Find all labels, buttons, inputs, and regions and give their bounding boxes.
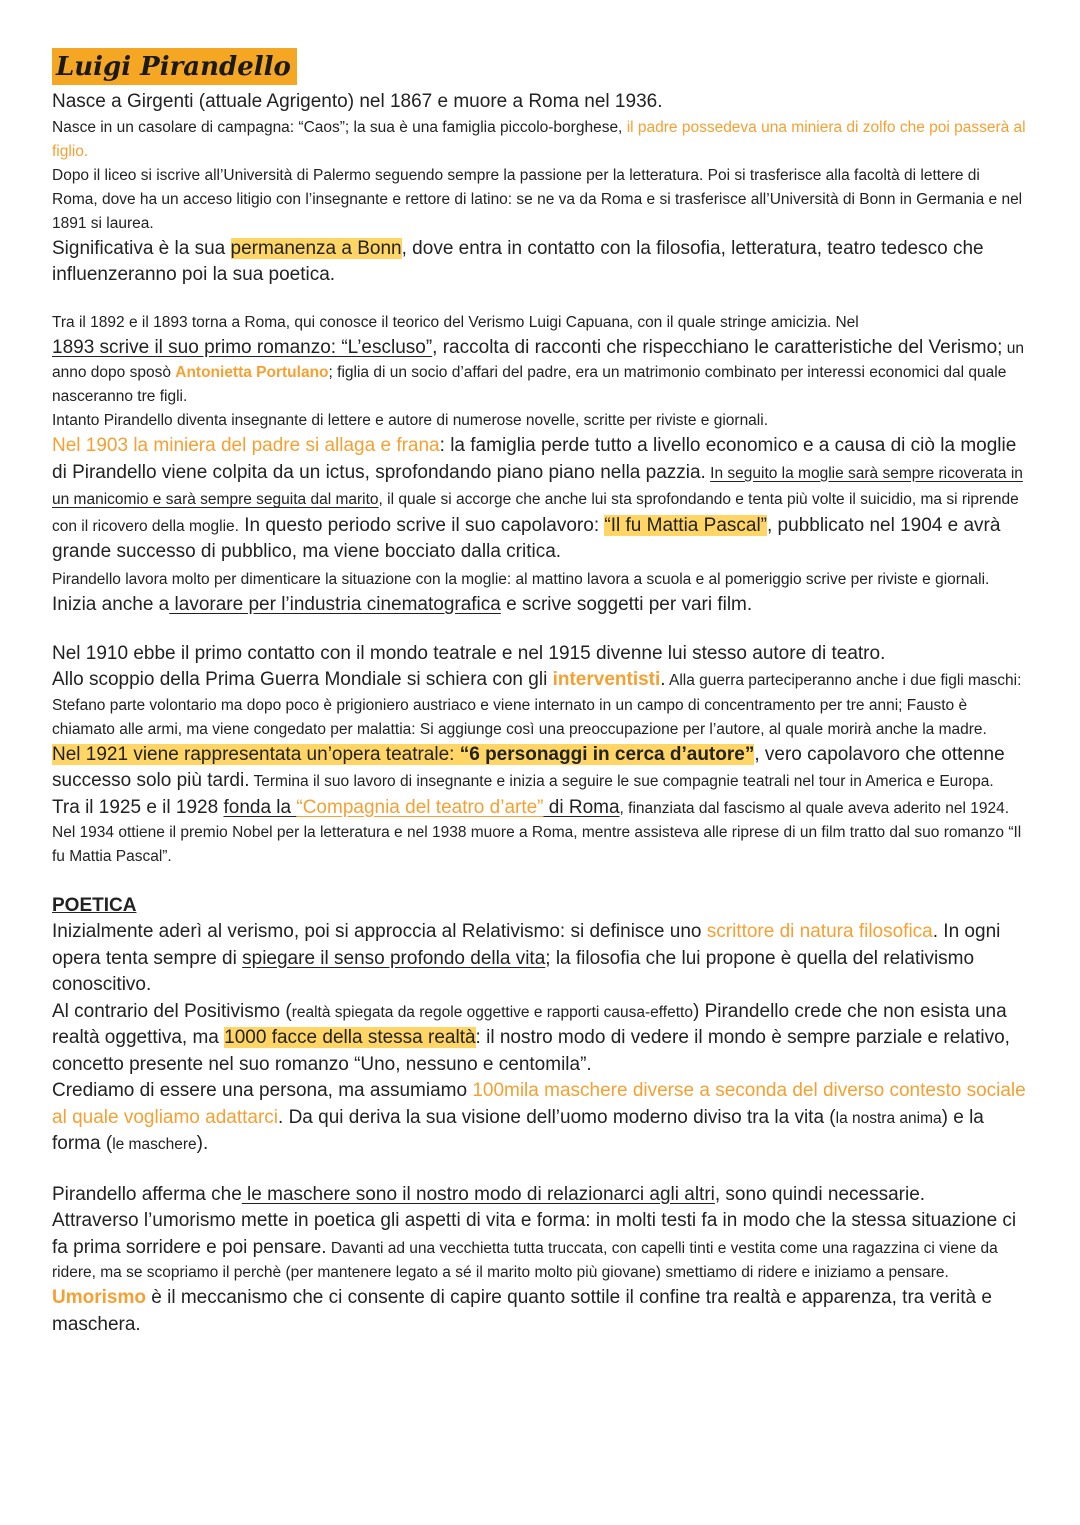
- text: , pubblicato nel 1904 e avrà grande successo di pubblico, ma viene bocciato dalla critica.: [52, 514, 1001, 562]
- text: e scrive soggetti per vari film.: [500, 594, 753, 615]
- paragraph-umorismo: [52, 1285, 1027, 1338]
- spacer: [52, 1158, 1027, 1182]
- text: ) e la forma (: [52, 1106, 984, 1154]
- text: le maschere: [112, 1136, 197, 1153]
- highlighted-title: “6 personaggi in cerca d’autore”: [459, 743, 755, 765]
- text: Intanto Pirandello diventa insegnante di lettere e autore di numerose novelle, scritte per riviste e giornali.: [52, 412, 768, 429]
- text: Nasce a Girgenti (attuale Agrigento) nel 1867 e muore a Roma nel 1936.: [52, 91, 663, 112]
- text: Davanti ad una vecchietta tutta truccata, con capelli tinti e vestita come una ragazzina ci viene da ridere, ma se scopriamo il perchè (per mantenere legato a sé il marito molto più giovane) smettiamo di ridere e iniziamo a pensare.: [52, 1239, 998, 1281]
- paragraph-masks-relations: [52, 1182, 1027, 1209]
- text: , il quale si accorge che anche lui sta sprofondando e tenta più volte il suicidio, ma si riprende con il ricovero della moglie.: [52, 491, 1019, 535]
- text: , finanziata dal fascismo al quale aveva aderito nel 1924.: [619, 799, 1010, 817]
- text: ) Pirandello crede che non esista una realtà oggettiva, ma: [52, 1000, 1007, 1048]
- paragraph-teacher: [52, 409, 1027, 433]
- paragraph-birth: [52, 89, 1027, 116]
- text: Allo scoppio della Prima Guerra Mondiale si schiera con gli: [52, 669, 553, 690]
- spacer: [52, 289, 1027, 311]
- text: un anno dopo sposò: [52, 339, 1024, 381]
- text: Inizia anche a: [52, 594, 170, 615]
- underlined-text: lavorare per l’industria cinematografica: [169, 594, 501, 615]
- text: , vero capolavoro che ottenne successo solo più tardi.: [52, 743, 1005, 791]
- document-page: [52, 48, 1027, 1338]
- paragraph-mine-flood: [52, 433, 1027, 566]
- paragraph-relativism: [52, 919, 1027, 999]
- underlined-text: spiegare il senso profondo della vita: [242, 947, 546, 969]
- paragraph-first-novel: [52, 335, 1027, 410]
- text: Alla guerra parteciperanno anche i due figli maschi: Stefano parte volontario ma dopo poco è prigioniero austriaco e viene internato in un campo di concentramento per tre anni; Fausto è chiamato alle armi, ma viene congedato per malattia: Si aggiunge così una preoccupazione per l’autore, al quale morirà anche la madre.: [52, 672, 1022, 738]
- highlight-text: 100mila maschere diverse a seconda del diverso contesto sociale al quale vogliamo adattarci: [52, 1080, 1026, 1128]
- underlined-text: In seguito la moglie sarà sempre ricoverata in un manicomio e sarà sempre seguita dal marito: [52, 464, 1023, 508]
- page-title: Luigi Pirandello: [52, 48, 297, 85]
- paragraph-rome: [52, 311, 1027, 335]
- text: Nel 1934 ottiene il premio Nobel per la letteratura e nel 1938 muore a Roma, mentre assisteva alle riprese di un film tratto dal suo romanzo “Il fu Mattia Pascal”.: [52, 824, 1022, 865]
- keyword-highlight: Umorismo: [52, 1287, 146, 1308]
- text: Significativa è la sua: [52, 237, 231, 259]
- underlined-highlight-text: “Compagnia del teatro d’arte”: [296, 796, 544, 818]
- paragraph-family: [52, 116, 1027, 164]
- text: Attraverso l’umorismo mette in poetica gli aspetti di vita e forma: in molti testi fa in modo che la stessa situazione ci fa prima sorridere e poi pensare.: [52, 1210, 1017, 1258]
- text: Tra il 1892 e il 1893 torna a Roma, qui conosce il teorico del Verismo Luigi Capuana, con il quale stringe amicizia. Nel: [52, 313, 859, 331]
- paragraph-work: [52, 566, 1027, 619]
- text: Dopo il liceo si iscrive all’Università di Palermo seguendo sempre la passione per la letteratura. Poi si trasferisce alla facoltà di lettere di Roma, dove ha un acceso litigio con l’insegnante e rettore di latino: se ne va da Roma e si trasferisce all’Università di Bonn in Germania e nel 1891 si laurea.: [52, 166, 1023, 232]
- paragraph-humour: [52, 1208, 1027, 1285]
- paragraph-war: [52, 667, 1027, 742]
- text: . In ogni opera tenta sempre di: [52, 921, 1001, 969]
- name-highlight: Antonietta Portulano: [175, 364, 329, 381]
- text: Crediamo di essere una persona, ma assumiamo: [52, 1080, 473, 1101]
- text: ).: [196, 1133, 209, 1154]
- underlined-text: fonda la: [223, 796, 297, 818]
- text: Inizialmente aderì al verismo, poi si approccia al Relativismo: si definisce uno: [52, 921, 707, 942]
- text: . Da qui deriva la sua visione dell’uomo moderno diviso tra la vita (: [278, 1106, 836, 1128]
- text: la nostra anima: [835, 1109, 942, 1127]
- underlined-text: le maschere sono il nostro modo di relazionarci agli altri: [241, 1183, 715, 1205]
- underlined-text: di Roma: [543, 796, 620, 818]
- highlight-text: Nel 1903 la miniera del padre si allaga e frana: [52, 435, 440, 456]
- text: .: [660, 669, 666, 690]
- paragraph-bonn: [52, 236, 1027, 289]
- paragraph-nobel: [52, 821, 1027, 869]
- paragraph-studies: [52, 164, 1027, 236]
- text: Tra il 1925 e il 1928: [52, 796, 224, 818]
- paragraph-masks: [52, 1078, 1027, 1158]
- spacer: [52, 869, 1027, 893]
- highlight-text: il padre possedeva una miniera di zolfo che poi passerà al figlio.: [52, 118, 1026, 160]
- highlighted-text: permanenza a Bonn: [230, 237, 402, 259]
- underlined-text: 1893 scrive il suo primo romanzo: “L’escluso”: [52, 336, 433, 358]
- text: realtà spiegata da regole oggettive e rapporti causa-effetto: [291, 1003, 693, 1021]
- paragraph-positivism: [52, 999, 1027, 1079]
- text: , raccolta di racconti che rispecchiano le caratteristiche del Verismo;: [432, 336, 1003, 358]
- text: ; la filosofia che lui propone è quella del relativismo conoscitivo.: [52, 947, 975, 995]
- text: : la famiglia perde tutto a livello economico e a causa di ciò la moglie di Pirandello viene colpita da un ictus, sprofondando piano piano nella pazzia.: [52, 435, 1017, 483]
- text: è il meccanismo che ci consente di capire quanto sottile il confine tra realtà e apparenza, tra verità e maschera.: [52, 1287, 992, 1335]
- text: , sono quindi necessarie.: [714, 1183, 926, 1205]
- paragraph-company: [52, 795, 1027, 822]
- highlighted-text: “Il fu Mattia Pascal”: [604, 514, 767, 536]
- highlight-text: scrittore di natura filosofica: [706, 921, 933, 942]
- paragraph-theatre: [52, 641, 1027, 668]
- highlighted-text: Nel 1921 viene rappresentata un’opera teatrale:: [52, 743, 460, 765]
- text: Pirandello lavora molto per dimenticare la situazione con la moglie: al mattino lavora a scuola e al pomeriggio scrive per riviste e giornali.: [52, 570, 990, 588]
- text: Pirandello afferma che: [52, 1183, 242, 1205]
- text: Nel 1910 ebbe il primo contatto con il mondo teatrale e nel 1915 divenne lui stesso autore di teatro.: [52, 642, 886, 664]
- text: Nasce in un casolare di campagna: “Caos”; la sua è una famiglia piccolo-borghese,: [52, 118, 627, 136]
- paragraph-six-characters: [52, 742, 1027, 795]
- highlight-text: interventisti: [552, 669, 661, 690]
- text: ; figlia di un socio d’affari del padre, era un matrimonio combinato per interessi economici dal quale nasceranno tre figli.: [52, 364, 1007, 405]
- highlighted-text: 1000 facce della stessa realtà: [224, 1027, 476, 1048]
- text: In questo periodo scrive il suo capolavoro:: [238, 514, 605, 536]
- text: Termina il suo lavoro di insegnante e inizia a seguire le sue compagnie teatrali nel tour in America e Europa.: [249, 773, 994, 790]
- spacer: [52, 619, 1027, 641]
- text: Al contrario del Positivismo (: [52, 1000, 292, 1022]
- text: : il nostro modo di vedere il mondo è sempre parziale e relativo, concetto presente nel suo romanzo “Uno, nessuno e centomila”.: [52, 1027, 1010, 1075]
- section-heading: POETICA: [52, 895, 137, 916]
- text: , dove entra in contatto con la filosofia, letteratura, teatro tedesco che influenzeranno poi la sua poetica.: [52, 237, 984, 285]
